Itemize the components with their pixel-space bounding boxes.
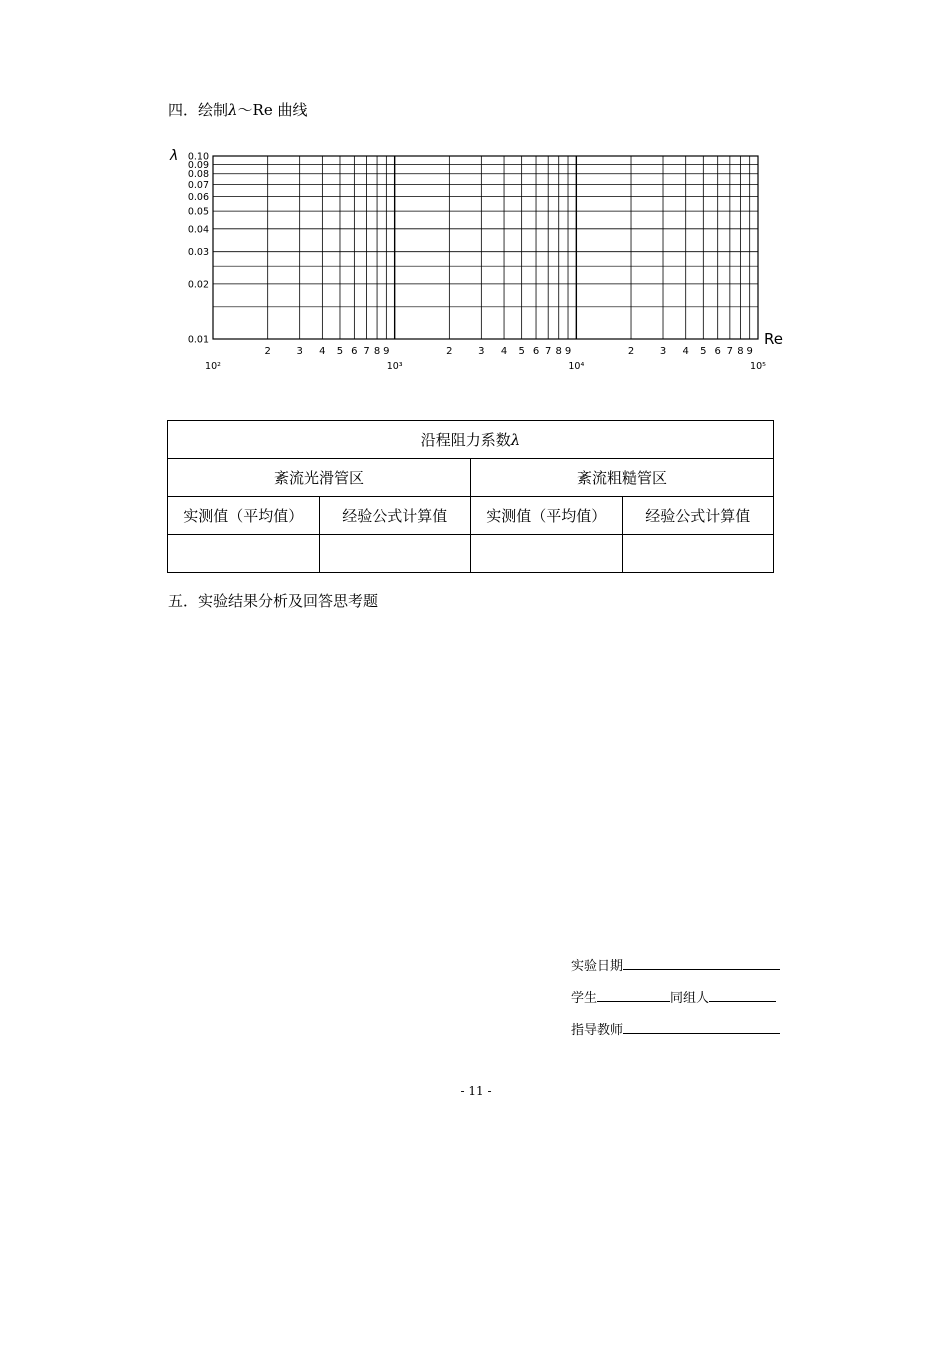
teacher-line[interactable] xyxy=(623,1019,780,1034)
y-tick-label: 0.01 xyxy=(187,334,209,346)
student-label: 学生 xyxy=(571,991,598,1006)
section5-heading: 五．实验结果分析及回答思考题 xyxy=(168,592,379,610)
x-axis-label: Re xyxy=(764,330,783,348)
y-tick-label: 0.03 xyxy=(187,247,209,259)
x-tick-label: 9 xyxy=(564,346,572,357)
x-tick-label: 2 xyxy=(264,346,271,357)
teacher-label: 指导教师 xyxy=(571,1023,624,1038)
y-tick-label: 0.09 xyxy=(187,159,209,171)
student-row xyxy=(571,987,776,1006)
date-row xyxy=(571,955,780,974)
y-tick-label: 0.05 xyxy=(187,206,209,218)
section4-prefix: 四．绘制 xyxy=(168,101,229,119)
x-tick-label: 7 xyxy=(726,346,734,357)
table-title-text: 沿程阻力系数 xyxy=(420,431,511,449)
x-decade-label: 10³ xyxy=(386,361,403,372)
x-tick-label: 9 xyxy=(746,346,753,357)
teacher-row xyxy=(571,1019,780,1038)
x-decade-label: 10⁵ xyxy=(750,361,766,372)
section4-heading xyxy=(168,99,307,120)
y-tick-label: 0.07 xyxy=(187,179,209,191)
section4-suffix: ～Re 曲线 xyxy=(237,101,308,119)
table-title xyxy=(168,421,774,459)
x-tick-label: 5 xyxy=(518,346,525,357)
date-label: 实验日期 xyxy=(571,959,624,974)
table-title-lambda: λ xyxy=(510,431,521,449)
x-tick-label: 5 xyxy=(700,346,707,357)
x-tick-label: 7 xyxy=(545,346,552,357)
lambda-re-grid-chart xyxy=(160,140,800,380)
rough-zone-header: 紊流粗糙管区 xyxy=(471,459,774,497)
page-number: - 11 - xyxy=(460,1084,492,1098)
x-tick-label: 3 xyxy=(296,346,303,357)
x-tick-label: 9 xyxy=(383,346,390,357)
partner-line[interactable] xyxy=(709,987,776,1002)
smooth-measured-cell[interactable] xyxy=(168,535,320,573)
rough-formula-header: 经验公式计算值 xyxy=(622,497,774,535)
x-tick-label: 2 xyxy=(627,346,635,357)
section4-lambda: λ xyxy=(228,101,238,119)
x-tick-label: 5 xyxy=(336,346,344,357)
rough-measured-cell[interactable] xyxy=(471,535,623,573)
smooth-formula-cell[interactable] xyxy=(319,535,471,573)
date-line[interactable] xyxy=(623,955,780,970)
grid-frame xyxy=(213,156,758,339)
x-tick-label: 6 xyxy=(532,346,540,357)
x-tick-label: 3 xyxy=(659,346,667,357)
x-tick-label: 4 xyxy=(319,346,326,357)
y-tick-label: 0.02 xyxy=(187,279,209,291)
y-tick-label: 0.06 xyxy=(187,192,209,204)
partner-label: 同组人 xyxy=(670,991,710,1006)
rough-measured-header: 实测值（平均值） xyxy=(471,497,623,535)
x-tick-label: 4 xyxy=(682,346,689,357)
y-axis-label: λ xyxy=(170,148,179,164)
smooth-formula-header: 经验公式计算值 xyxy=(319,497,471,535)
x-tick-label: 6 xyxy=(714,346,721,357)
x-decade-label: 10² xyxy=(205,361,221,372)
y-tick-label: 0.08 xyxy=(187,169,209,181)
x-tick-label: 4 xyxy=(500,346,508,357)
x-tick-label: 3 xyxy=(478,346,485,357)
smooth-measured-header: 实测值（平均值） xyxy=(168,497,320,535)
smooth-zone-header: 紊流光滑管区 xyxy=(168,459,471,497)
rough-formula-cell[interactable] xyxy=(622,535,774,573)
x-decade-label: 10⁴ xyxy=(568,361,585,372)
x-tick-label: 2 xyxy=(446,346,453,357)
x-tick-label: 8 xyxy=(737,346,744,357)
x-tick-label: 8 xyxy=(555,346,562,357)
x-tick-label: 7 xyxy=(363,346,370,357)
friction-coefficient-table xyxy=(167,420,774,573)
x-tick-label: 8 xyxy=(373,346,381,357)
y-tick-label: 0.04 xyxy=(187,224,209,236)
x-tick-label: 6 xyxy=(351,346,358,357)
student-line[interactable] xyxy=(597,987,670,1002)
y-tick-label: 0.10 xyxy=(187,151,209,163)
